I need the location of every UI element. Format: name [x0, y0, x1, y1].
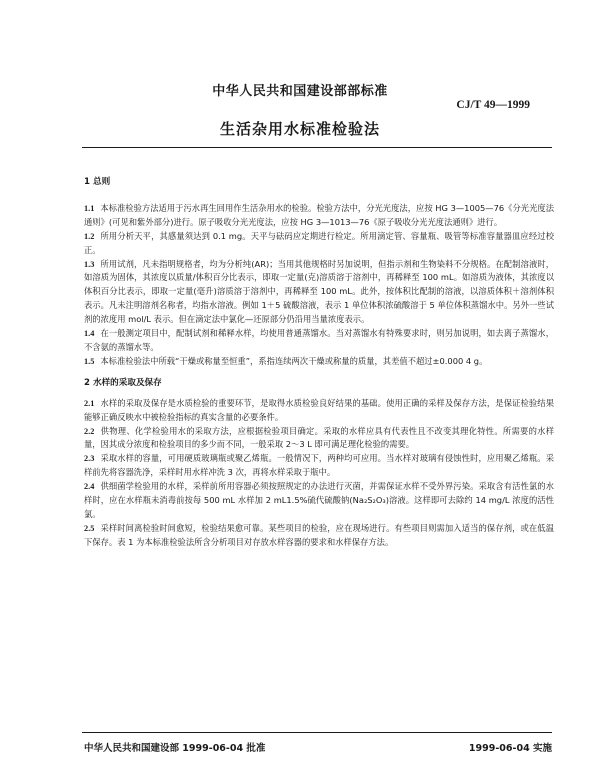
clause-number: 2.4	[84, 482, 95, 492]
clause-number: 1.1	[84, 203, 95, 213]
clause-text: 本标准检验方法适用于污水再生回用作生活杂用水的检验。检验方法中，分光光度法，应按 HG 3—1005—76《分光光度法通则》(可见和紫外部分)进行。原子吸收分光光度法，应按 HG 3—1013—76《原子吸收分光光度法通则》进行。	[84, 202, 554, 227]
clause-1-2	[84, 230, 554, 258]
standard-code: CJ/T 49—1999	[456, 99, 530, 111]
clause-text: 水样的采取及保存是水质检验的重要环节，是取得水质检验良好结果的基础。使用正确的采样及保存方法，是保证检验结果能够正确反映水中被检验指标的真实含量的必要条件。	[84, 397, 554, 422]
clause-text: 所用分析天平，其感量须达到 0.1 mg。天平与砝码应定期进行检定。所用滴定管、容量瓶、吸管等标准容量器皿应经过校正。	[84, 230, 554, 255]
clause-text: 本标准检验法中所载“干燥或称量至恒重”，系指连续两次干燥或称量的质量，其差值不超过±0.000 4 g。	[100, 355, 488, 366]
section-heading: 2 水样的采取及保存	[84, 377, 162, 388]
clause-1-5	[84, 355, 554, 369]
clause-text: 供物理、化学检验用水的采取方法，应根据检验项目确定。采取的水样应具有代表性且不改变其理化特性。所需要的水样量，因其成分浓度和检验项目的多少而不同，一般采取 2～3 L 即可满足理化检验的需要。	[84, 425, 554, 450]
clause-number: 1.4	[84, 329, 95, 339]
clause-1-4	[84, 327, 554, 355]
clause-text: 在一般测定项目中，配制试剂和稀释水样，均使用普通蒸馏水。当对蒸馏水有特殊要求时，则另加说明，如去离子蒸馏水，不含氨的蒸馏水等。	[84, 328, 554, 352]
header-divider	[82, 147, 552, 148]
clause-number: 2.1	[84, 398, 95, 408]
clause-text: 所用试剂，凡未指明规格者，均为分析纯(AR)；当用其他规格时另加说明，但指示剂和生物染料不分规格。在配制溶液时，如溶质为固体，其浓度以质量/体积百分比表示，即取一定量(克)溶质溶于溶剂中，再稀释至 100 mL。如溶质为液体，其浓度以体积百分比表示，即取一定量(毫升)溶质溶于溶剂中，再稀释至 100 mL。此外，按体积比配制的溶液，以溶质体积＋溶剂体积表示。凡未注明溶剂名称者，均指水溶液。例如 1＋5 硫酸溶液，表示 1 单位体积浓硫酸溶于 5 单位体积蒸馏水中。另外一些试剂的浓度用 mol/L 表示。但在滴定法中氯化—还原部分仍沿用当量浓度表示。	[84, 258, 554, 325]
clause-2-2	[84, 425, 554, 453]
clause-2-4	[84, 480, 554, 522]
document-body	[84, 176, 554, 550]
ministry-heading: 中华人民共和国建设部部标准	[212, 84, 388, 99]
approval-line: 中华人民共和国建设部 1999-06-04 批准	[84, 743, 266, 754]
clause-2-5	[84, 522, 554, 550]
clause-2-1	[84, 397, 554, 425]
clause-number: 1.5	[84, 356, 95, 366]
clause-text: 采取水样的容量，可用硬质玻璃瓶或聚乙烯瓶。一般情况下，两种均可应用。当水样对玻璃有侵蚀性时，应用聚乙烯瓶。采样前先将容器洗净，采样时用水样冲洗 3 次，再将水样采取于瓶中。	[84, 453, 554, 478]
section-heading: 1 总则	[84, 177, 111, 187]
clause-number: 2.2	[84, 426, 95, 436]
clause-1-1	[84, 202, 554, 230]
clause-1-3	[84, 258, 554, 328]
clause-text: 供细菌学检验用的水样，采样前所用容器必须按照规定的办法进行灭菌，并需保证水样不受外界污染。采取含有活性氯的水样时，应在水样瓶未消毒前按每 500 mL 水样加 2 mL1.5%硫代硫酸钠(Na₂S₂O₃)溶液。这样即可去除约 14 mg/L 浓度的活性氯。	[84, 481, 554, 519]
clause-number: 2.3	[84, 454, 95, 464]
clause-number: 1.3	[84, 259, 95, 269]
footer-divider	[82, 732, 552, 733]
effective-date: 1999-06-04 实施	[468, 743, 552, 754]
clause-number: 2.5	[84, 523, 95, 533]
document-title: 生活杂用水标准检验法	[219, 120, 380, 138]
clause-2-3	[84, 452, 554, 480]
clause-number: 1.2	[84, 231, 95, 241]
clause-text: 采样时间离检验时间愈短，检验结果愈可靠。某些项目的检验，应在现场进行。有些项目则需加入适当的保存剂，或在低温下保存。表 1 为本标准检验法所含分析项目对存放水样容器的要求和水样保存方法。	[84, 522, 554, 547]
